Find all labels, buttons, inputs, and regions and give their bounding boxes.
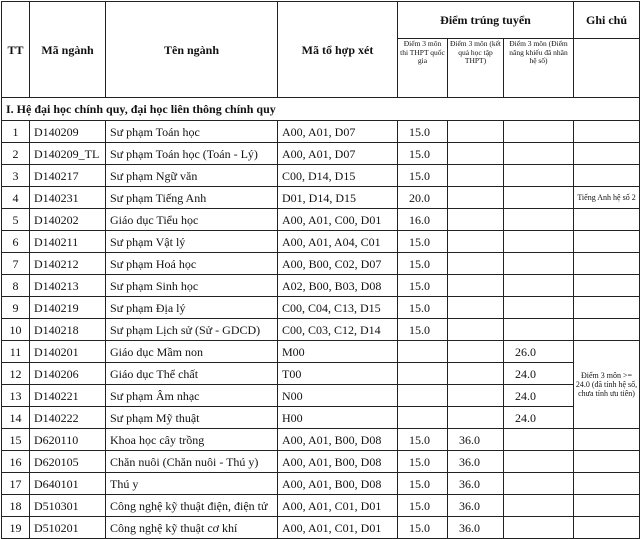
cell-diem-thpt [398,363,448,385]
cell-ma-nganh: D140218 [30,319,106,341]
cell-diem-hoc-tap [448,165,504,187]
header-diem-nang-khieu: Điểm 3 môn (Điểm năng khiếu đã nhân hệ số) [504,39,574,98]
cell-ten-nganh: Sư phạm Tiếng Anh [106,187,278,209]
cell-diem-hoc-tap: 36.0 [448,495,504,517]
cell-tt: 7 [2,253,30,275]
section-row [2,98,640,121]
cell-ma-to-hop: A00, A01, C00, D01 [278,209,398,231]
cell-ma-nganh: D510301 [30,495,106,517]
cell-tt: 13 [2,385,30,407]
cell-ma-nganh: D620110 [30,429,106,451]
note-nang-khieu: Điểm 3 môn >= 24.0 (đã tính hệ số, chưa tính ưu tiên) [574,341,640,429]
cell-ghi-chu [574,319,640,341]
cell-diem-nang-khieu: 26.0 [504,341,574,363]
cell-diem-hoc-tap [448,253,504,275]
cell-ma-nganh: D140202 [30,209,106,231]
cell-diem-thpt: 15.0 [398,143,448,165]
cell-ma-to-hop: M00 [278,341,398,363]
cell-ma-nganh: D510201 [30,517,106,539]
cell-ghi-chu [574,165,640,187]
cell-ghi-chu [574,209,640,231]
cell-diem-nang-khieu [504,143,574,165]
cell-ma-nganh: D140206 [30,363,106,385]
cell-ten-nganh: Khoa học cây trồng [106,429,278,451]
header-row-top [2,2,640,39]
cell-ma-nganh: D140209 [30,121,106,143]
table-row [2,297,640,319]
cell-ma-to-hop: T00 [278,363,398,385]
cell-ghi-chu [574,143,640,165]
cell-diem-hoc-tap [448,385,504,407]
cell-diem-thpt: 16.0 [398,209,448,231]
cell-ten-nganh: Sư phạm Hoá học [106,253,278,275]
cell-ma-nganh: D640101 [30,473,106,495]
cell-ma-to-hop: A00, A01, D07 [278,143,398,165]
header-tt: TT [2,2,30,98]
table-row [2,385,640,407]
cell-ma-to-hop: H00 [278,407,398,429]
table-row [2,429,640,451]
cell-diem-nang-khieu [504,429,574,451]
cell-diem-thpt: 15.0 [398,473,448,495]
cell-ma-nganh: D140211 [30,231,106,253]
cell-diem-nang-khieu: 24.0 [504,363,574,385]
header-diem-hoc-tap: Điểm 3 môn (kết quả học tập THPT) [448,39,504,98]
header-ghi-chu-blank [574,39,640,98]
table-row [2,319,640,341]
cell-ten-nganh: Giáo dục Thể chất [106,363,278,385]
table-row [2,209,640,231]
cell-ma-to-hop: A00, A01, B00, D08 [278,473,398,495]
cell-tt: 4 [2,187,30,209]
header-ma-nganh: Mã ngành [30,2,106,98]
cell-diem-hoc-tap: 36.0 [448,451,504,473]
table-row [2,495,640,517]
cell-diem-nang-khieu [504,451,574,473]
cell-diem-hoc-tap [448,143,504,165]
cell-ghi-chu [574,451,640,473]
cell-ten-nganh: Sư phạm Mỹ thuật [106,407,278,429]
cell-diem-thpt: 15.0 [398,253,448,275]
cell-tt: 9 [2,297,30,319]
cell-tt: 16 [2,451,30,473]
cell-diem-thpt: 15.0 [398,275,448,297]
cell-ghi-chu [574,231,640,253]
cell-diem-hoc-tap [448,363,504,385]
cell-diem-hoc-tap [448,341,504,363]
cell-tt: 14 [2,407,30,429]
cell-diem-nang-khieu [504,319,574,341]
cell-diem-thpt [398,407,448,429]
admission-scores-table [1,1,640,539]
cell-diem-hoc-tap [448,209,504,231]
cell-ten-nganh: Sư phạm Âm nhạc [106,385,278,407]
cell-ma-nganh: D140222 [30,407,106,429]
cell-ma-to-hop: N00 [278,385,398,407]
cell-ten-nganh: Giáo dục Mầm non [106,341,278,363]
cell-diem-hoc-tap [448,297,504,319]
cell-tt: 5 [2,209,30,231]
cell-ma-nganh: D140217 [30,165,106,187]
cell-diem-hoc-tap [448,121,504,143]
cell-ma-to-hop: A00, A01, B00, D08 [278,451,398,473]
cell-ten-nganh: Thú y [106,473,278,495]
cell-diem-nang-khieu: 24.0 [504,385,574,407]
cell-ma-nganh: D140231 [30,187,106,209]
section-title: I. Hệ đại học chính quy, đại học liên thông chính quy [2,98,640,121]
cell-tt: 3 [2,165,30,187]
cell-diem-nang-khieu [504,165,574,187]
table-row [2,363,640,385]
note-tieng-anh: Tiếng Anh hệ số 2 [574,187,640,209]
cell-diem-nang-khieu [504,297,574,319]
table-row [2,341,640,363]
cell-diem-thpt: 15.0 [398,165,448,187]
cell-tt: 6 [2,231,30,253]
cell-ma-to-hop: A00, A01, A04, C01 [278,231,398,253]
cell-ten-nganh: Chăn nuôi (Chăn nuôi - Thú y) [106,451,278,473]
cell-diem-thpt: 15.0 [398,297,448,319]
cell-diem-nang-khieu [504,187,574,209]
header-diem-trung-tuyen: Điểm trúng tuyển [398,2,574,39]
cell-diem-thpt: 15.0 [398,319,448,341]
cell-diem-thpt: 15.0 [398,121,448,143]
cell-ma-to-hop: A00, A01, C01, D01 [278,495,398,517]
cell-ma-to-hop: C00, D14, D15 [278,165,398,187]
cell-diem-thpt: 15.0 [398,451,448,473]
cell-tt: 19 [2,517,30,539]
table-row [2,473,640,495]
cell-diem-nang-khieu [504,121,574,143]
cell-ten-nganh: Sư phạm Vật lý [106,231,278,253]
cell-tt: 12 [2,363,30,385]
cell-diem-hoc-tap: 36.0 [448,473,504,495]
header-ten-nganh: Tên ngành [106,2,278,98]
cell-diem-thpt: 15.0 [398,517,448,539]
cell-diem-nang-khieu [504,253,574,275]
cell-ma-to-hop: A00, A01, C01, D01 [278,517,398,539]
cell-ghi-chu [574,473,640,495]
cell-ma-to-hop: D01, D14, D15 [278,187,398,209]
cell-ghi-chu [574,253,640,275]
cell-diem-thpt: 15.0 [398,429,448,451]
cell-ma-to-hop: A00, B00, C02, D07 [278,253,398,275]
cell-ma-nganh: D140201 [30,341,106,363]
table-row [2,253,640,275]
table-row [2,275,640,297]
cell-ma-nganh: D140213 [30,275,106,297]
table-row [2,165,640,187]
cell-ma-nganh: D140221 [30,385,106,407]
cell-diem-hoc-tap [448,275,504,297]
table-row [2,517,640,539]
cell-tt: 15 [2,429,30,451]
cell-diem-thpt: 20.0 [398,187,448,209]
cell-ten-nganh: Sư phạm Sinh học [106,275,278,297]
cell-ten-nganh: Sư phạm Lịch sử (Sử - GDCD) [106,319,278,341]
cell-diem-nang-khieu: 24.0 [504,407,574,429]
cell-diem-thpt [398,385,448,407]
cell-ten-nganh: Sư phạm Địa lý [106,297,278,319]
cell-ten-nganh: Sư phạm Ngữ văn [106,165,278,187]
cell-ma-to-hop: A02, B00, B03, D08 [278,275,398,297]
cell-tt: 17 [2,473,30,495]
cell-diem-hoc-tap [448,187,504,209]
cell-tt: 1 [2,121,30,143]
cell-ten-nganh: Công nghệ kỹ thuật điện, điện tử [106,495,278,517]
table-row [2,451,640,473]
table-row [2,121,640,143]
cell-diem-thpt [398,341,448,363]
cell-tt: 18 [2,495,30,517]
cell-ma-to-hop: C00, C03, C12, D14 [278,319,398,341]
cell-ten-nganh: Sư phạm Toán học (Toán - Lý) [106,143,278,165]
cell-diem-hoc-tap: 36.0 [448,517,504,539]
cell-ghi-chu [574,429,640,451]
cell-ghi-chu [574,297,640,319]
cell-diem-hoc-tap [448,231,504,253]
cell-diem-nang-khieu [504,473,574,495]
cell-diem-nang-khieu [504,517,574,539]
cell-diem-nang-khieu [504,275,574,297]
cell-ten-nganh: Sư phạm Toán học [106,121,278,143]
cell-ten-nganh: Công nghệ kỹ thuật cơ khí [106,517,278,539]
cell-ghi-chu [574,121,640,143]
cell-ma-to-hop: A00, A01, B00, D08 [278,429,398,451]
cell-tt: 10 [2,319,30,341]
cell-diem-hoc-tap [448,407,504,429]
cell-diem-nang-khieu [504,231,574,253]
cell-ten-nganh: Giáo dục Tiểu học [106,209,278,231]
header-ma-to-hop: Mã tổ hợp xét [278,2,398,98]
cell-ma-to-hop: C00, C04, C13, D15 [278,297,398,319]
cell-ghi-chu [574,495,640,517]
table-row [2,187,640,209]
cell-diem-thpt: 15.0 [398,495,448,517]
cell-ghi-chu [574,275,640,297]
header-diem-thpt: Điểm 3 môn thi THPT quốc gia [398,39,448,98]
cell-diem-hoc-tap: 36.0 [448,429,504,451]
cell-diem-nang-khieu [504,209,574,231]
cell-tt: 8 [2,275,30,297]
cell-ghi-chu [574,517,640,539]
cell-diem-hoc-tap [448,319,504,341]
cell-ma-nganh: D140212 [30,253,106,275]
cell-tt: 11 [2,341,30,363]
cell-tt: 2 [2,143,30,165]
cell-diem-nang-khieu [504,495,574,517]
header-ghi-chu: Ghi chú [574,2,640,39]
cell-ma-nganh: D620105 [30,451,106,473]
table-row [2,143,640,165]
cell-diem-thpt: 15.0 [398,231,448,253]
cell-ma-nganh: D140219 [30,297,106,319]
table-row [2,231,640,253]
cell-ma-nganh: D140209_TL [30,143,106,165]
cell-ma-to-hop: A00, A01, D07 [278,121,398,143]
table-row [2,407,640,429]
